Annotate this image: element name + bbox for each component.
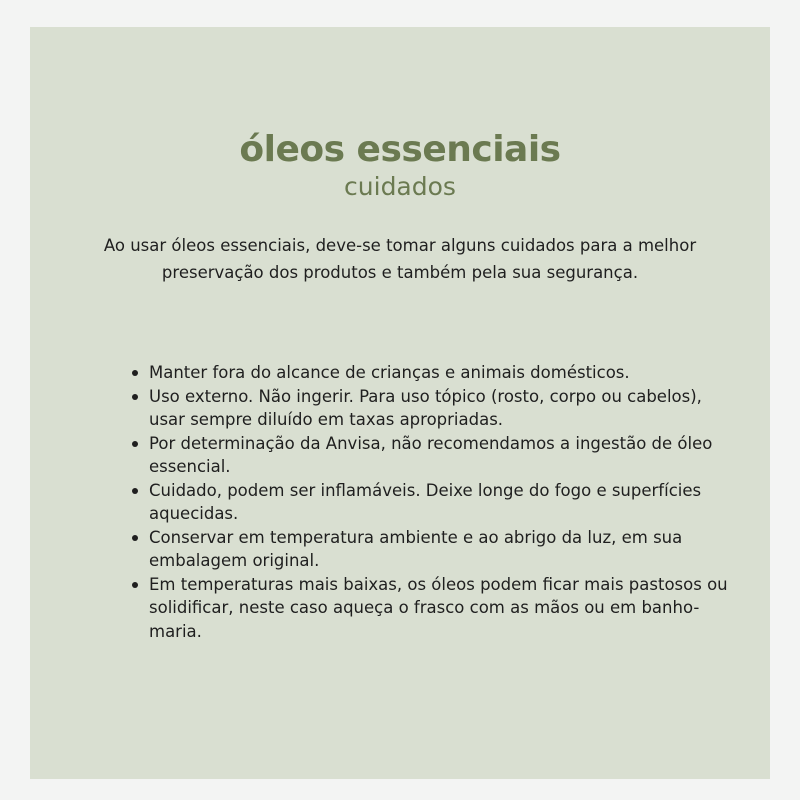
page-subtitle: cuidados [344, 172, 456, 201]
list-item-text: Uso externo. Não ingerir. Para uso tópico (rosto, corpo ou cabelos), usar sempre diluído em taxas apropriadas. [149, 386, 702, 429]
list-item [149, 432, 729, 479]
list-item [149, 385, 729, 432]
list-item [149, 361, 729, 385]
list-item-text: Cuidado, podem ser inflamáveis. Deixe longe do fogo e superfícies aquecidas. [149, 480, 702, 523]
bullet-icon [132, 535, 138, 541]
bullet-icon [132, 582, 138, 588]
list-item [149, 479, 729, 526]
bullet-icon [132, 394, 138, 400]
bullet-icon [132, 370, 138, 376]
info-card [30, 27, 770, 779]
bullet-icon [132, 441, 138, 447]
bullet-icon [132, 488, 138, 494]
list-item [149, 573, 729, 644]
list-item-text: Em temperaturas mais baixas, os óleos podem ficar mais pastosos ou solidificar, neste caso aqueça o frasco com as mãos ou em banho-maria. [149, 574, 728, 641]
list-item-text: Manter fora do alcance de crianças e animais domésticos. [149, 363, 630, 382]
intro-paragraph: Ao usar óleos essenciais, deve-se tomar alguns cuidados para a melhor preservação dos produtos e também pela sua segurança. [103, 236, 697, 282]
page-title: óleos essenciais [239, 129, 561, 170]
list-item [149, 526, 729, 573]
care-list [149, 361, 729, 643]
list-item-text: Por determinação da Anvisa, não recomendamos a ingestão de óleo essencial. [149, 433, 713, 476]
list-item-text: Conservar em temperatura ambiente e ao abrigo da luz, em sua embalagem original. [149, 527, 683, 570]
